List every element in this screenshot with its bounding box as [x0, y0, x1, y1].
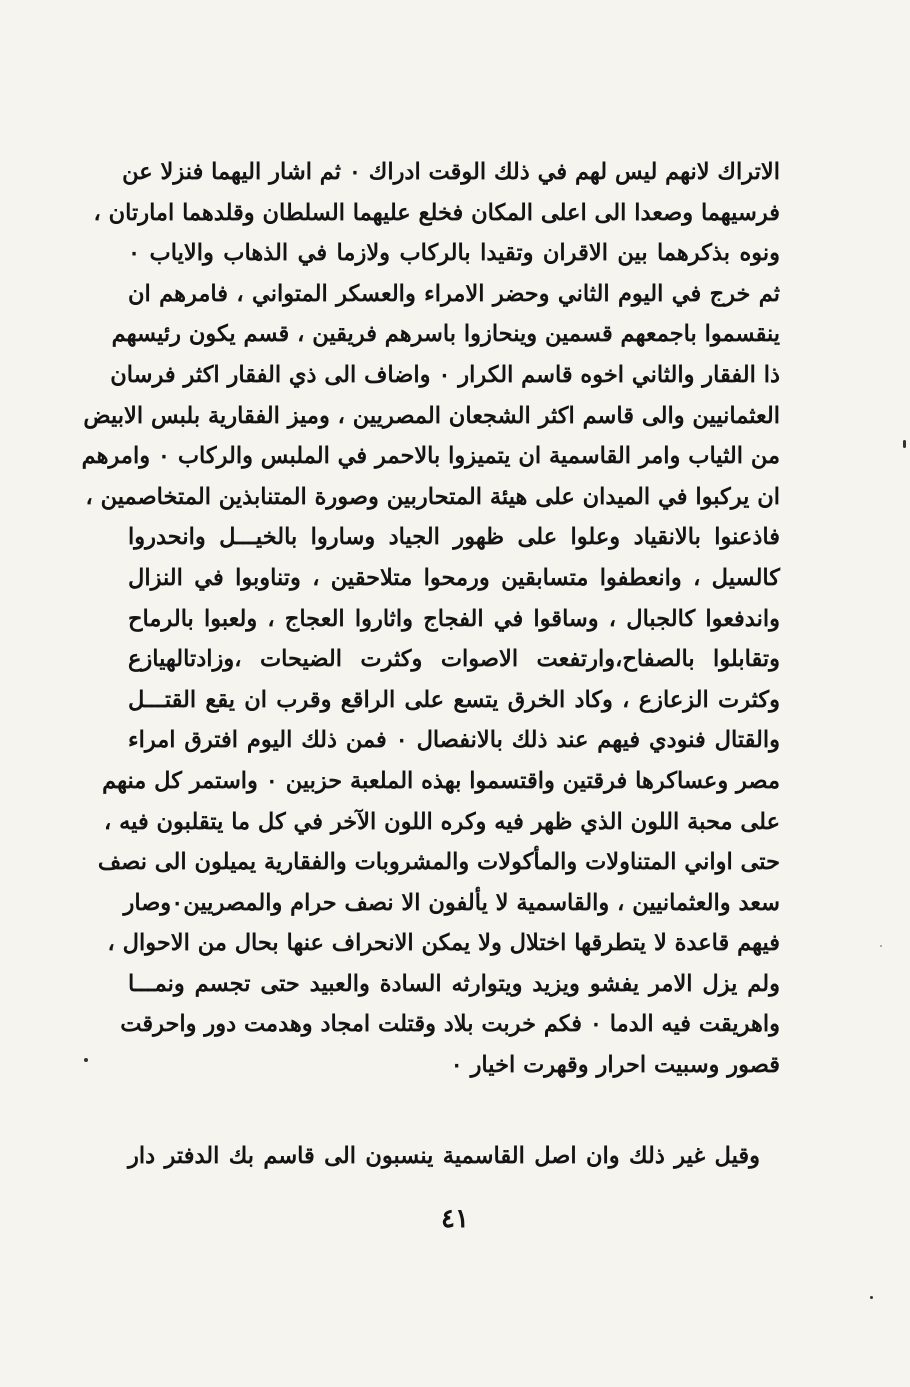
text-line: سعد والعثمانيين ، والقاسمية لا يألفون الا نصف حرام والمصريين٠وصار [123, 889, 780, 916]
text-line: وتقابلوا بالصفاح،وارتفعت الاصوات وكثرت الضيحات ،وزادتالهيازع [128, 646, 780, 673]
text-line: وكثرت الزعازع ، وكاد الخرق يتسع على الراقع وقرب ان يقع القتـــل [128, 686, 780, 713]
text-line: كالسيل ، وانعطفوا متسابقين ورمحوا متلاحقين ، وتناوبوا في النزال [128, 564, 780, 591]
scan-speck [870, 1296, 873, 1299]
paragraph-last-line: قصور وسبيت احرار وقهرت اخيار ٠ [450, 1052, 780, 1079]
text-line: ينقسموا باجمعهم قسمين وينحازوا باسرهم فريقين ، قسم يكون رئيسهم [111, 321, 780, 348]
text-line: فاذعنوا بالانقياد وعلوا على ظهور الجياد وساروا بالخيـــل وانحدروا [128, 524, 780, 551]
text-line: ونوه بذكرهما بين الاقران وتقيدا بالركاب ولازما في الذهاب والاياب ٠ [128, 240, 780, 267]
scan-speck [880, 945, 882, 947]
text-line: على محبة اللون الذي ظهر فيه وكره اللون الآخر في كل ما يتقلبون فيه ، [104, 808, 780, 835]
scan-speck [903, 440, 906, 448]
text-line: فيهم قاعدة لا يتطرقها اختلال ولا يمكن الانحراف عنها بحال من الاحوال ، [107, 930, 780, 957]
text-line: ذا الفقار والثاني اخوه قاسم الكرار ٠ واضاف الى ذي الفقار اكثر فرسان [110, 361, 780, 388]
next-paragraph-line: وقيل غير ذلك وان اصل القاسمية ينسبون الى قاسم بك الدفتر دار [128, 1143, 760, 1169]
text-line: فرسيهما وصعدا الى اعلى المكان فخلع عليهما السلطان وقلدهما امارتان ، [93, 199, 780, 226]
text-line: الاتراك لانهم ليس لهم في ذلك الوقت ادراك ٠ ثم اشار اليهما فنزلا عن [122, 159, 780, 185]
page-number: ٤١ [441, 1204, 469, 1234]
text-line: ولم يزل الامر يفشو ويزيد ويتوارثه السادة والعبيد حتى تجسم ونمـــا [128, 970, 780, 997]
text-line: حتى اواني المتناولات والمأكولات والمشروبات والفقارية يميلون الى نصف [97, 849, 780, 876]
text-line: من الثياب وامر القاسمية ان يتميزوا بالاحمر في الملبس والركاب ٠ وامرهم [81, 443, 780, 470]
text-line: والقتال فنودي فيهم عند ذلك بالانفصال ٠ فمن ذلك اليوم افترق امراء [128, 727, 780, 754]
text-line: ان يركبوا في الميدان على هيئة المتحاربين وصورة المتنابذين المتخاصمين ، [85, 483, 780, 510]
text-line: ثم خرج في اليوم الثاني وحضر الامراء والعسكر المتواني ، فامرهم ان [128, 280, 780, 307]
text-line: واهريقت فيه الدما ٠ فكم خربت بلاد وقتلت امجاد وهدمت دور واحرقت [120, 1011, 780, 1038]
text-line: مصر وعساكرها فرقتين واقتسموا بهذه الملعبة حزبين ٠ واستمر كل منهم [102, 767, 780, 794]
scan-speck [84, 1058, 88, 1062]
text-line: واندفعوا كالجبال ، وساقوا في الفجاج واثاروا العجاج ، ولعبوا بالرماح [128, 605, 780, 632]
text-line: العثمانيين والى قاسم اكثر الشجعان المصريين ، وميز الفقارية بلبس الابيض [83, 402, 780, 429]
main-paragraph [81, 152, 780, 1086]
